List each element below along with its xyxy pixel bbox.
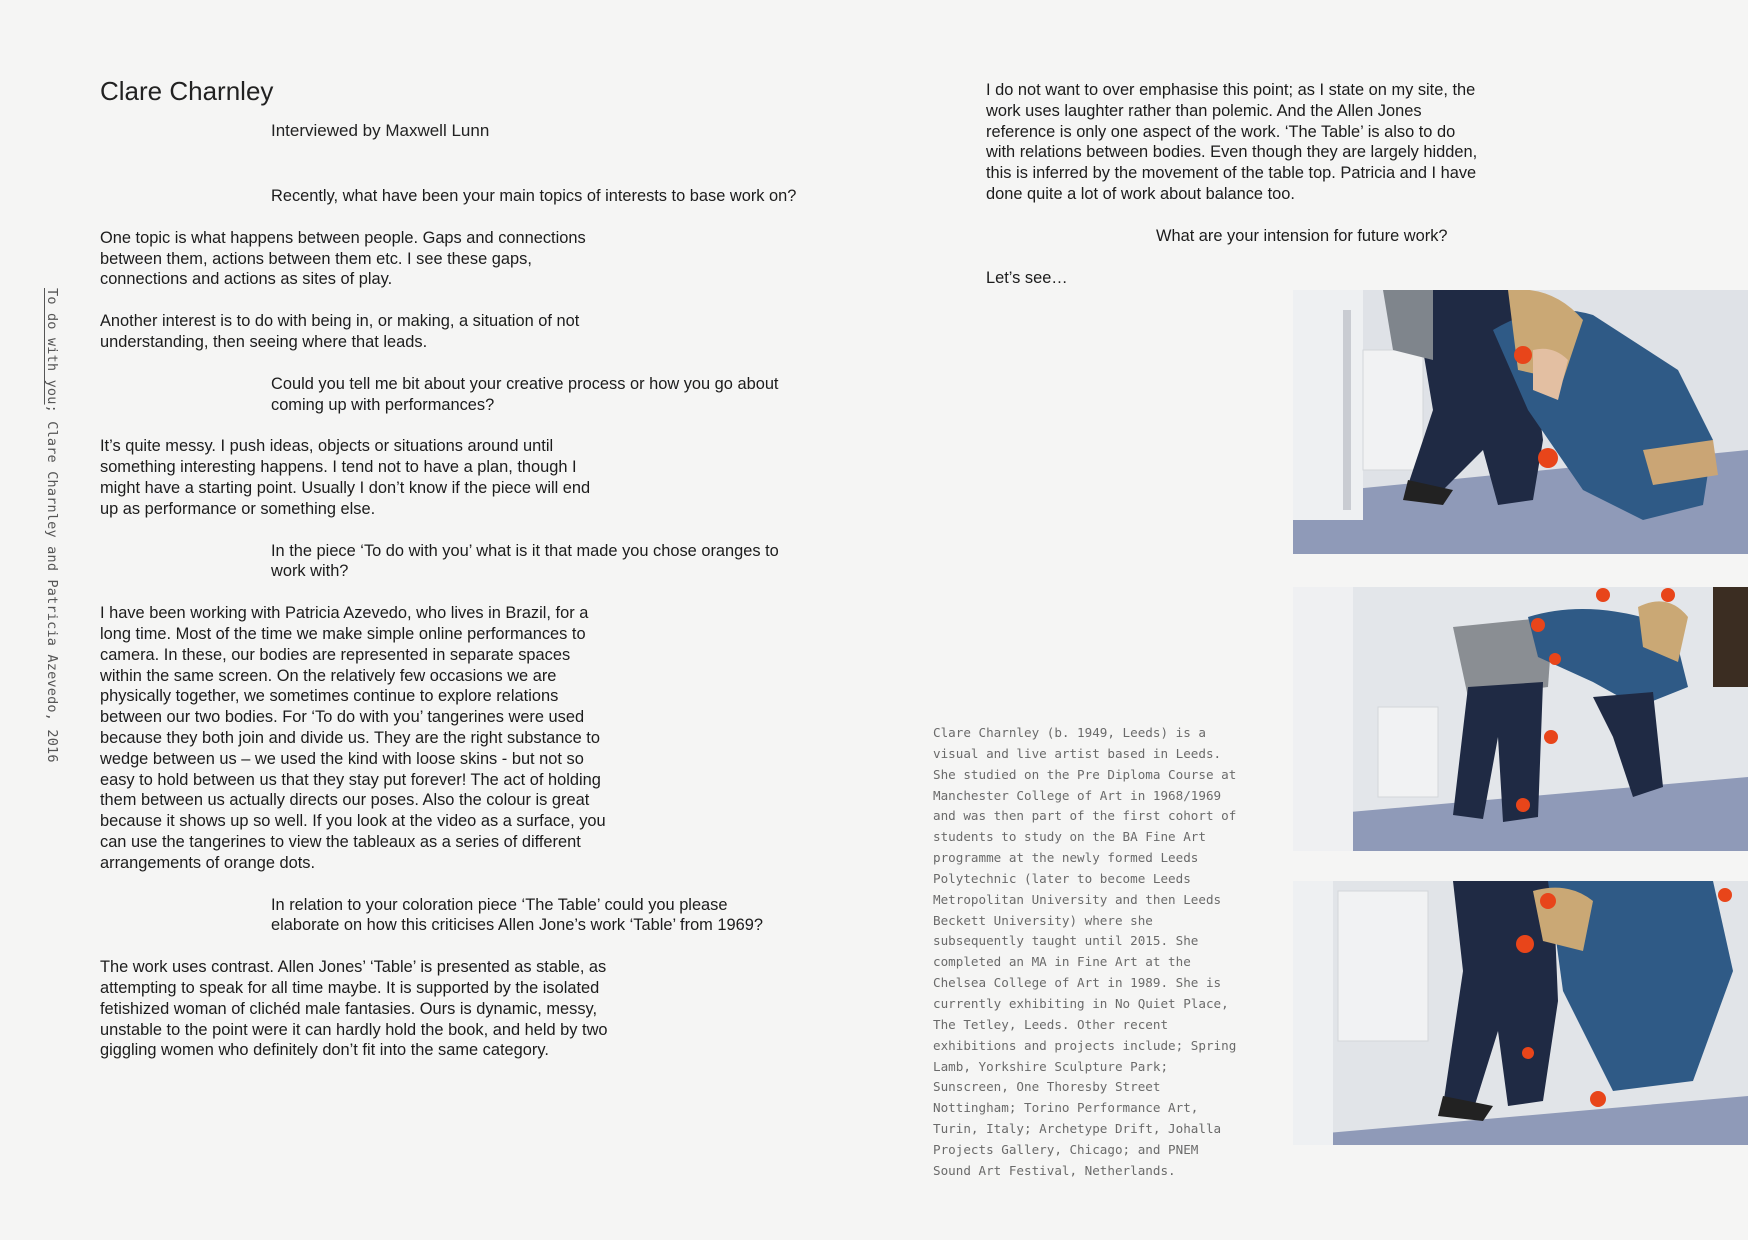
tangerine-icon <box>1516 935 1534 953</box>
tangerine-icon <box>1544 730 1558 744</box>
performance-photo-2 <box>1293 587 1748 851</box>
tangerine-icon <box>1596 588 1610 602</box>
performance-photo-1 <box>1293 290 1748 554</box>
interview-right-column <box>986 80 1486 309</box>
tangerine-icon <box>1531 618 1545 632</box>
question-paragraph: In the piece ‘To do with you’ what is it that made you chose oranges to work with? <box>271 541 779 581</box>
page-title: Clare Charnley <box>100 76 274 106</box>
performance-photo-3-image <box>1293 881 1748 1145</box>
answer-paragraph: One topic is what happens between people. Gaps and connections between them, actions between them etc. I see these gaps, connections and actions as sites of play. <box>100 228 586 289</box>
answer-paragraph: It’s quite messy. I push ideas, objects or situations around until something interesting happens. I tend not to have a plan, though I might have a starting point. Usually I don’t know if the piece will end up as performance or something else. <box>100 437 591 518</box>
answer-paragraph: I have been working with Patricia Azevedo, who lives in Brazil, for a long time. Most of the time we make simple online performances to camera. In these, our bodies are represented in separate spaces within the same screen. On the relatively few occasions we are physically together, we sometimes continue to explore relations between our two bodies. For ‘To do with you’ tangerines were used because they both join and divide us. They are the right substance to wedge between us – we used the kind with loose skins - but not so easy to hold between us that they stay put forever! The act of holding them between us actually directs our poses. Also the colour is great because it shows up so well. If you look at the video as a surface, you can use the tangerines to view the tableaux as a series of different arrangements of orange dots. <box>100 604 606 872</box>
byline: Interviewed by Maxwell Lunn <box>271 121 490 140</box>
performance-photo-3 <box>1293 881 1748 1145</box>
answer-paragraph: I do not want to over emphasise this point; as I state on my site, the work uses laughter rather than polemic. And the Allen Jones reference is only one aspect of the work. ‘The Table’ is also to do with relations between bodies. Even though they are largely hidden, this is inferred by the movement of the table top. Patricia and I have done quite a lot of work about balance too. <box>986 81 1478 203</box>
tangerine-icon <box>1516 798 1530 812</box>
tangerine-icon <box>1514 346 1532 364</box>
sidebar-caption <box>44 288 60 763</box>
answer-paragraph: Another interest is to do with being in, or making, a situation of not understanding, then seeing where that leads. <box>100 312 580 351</box>
tangerine-icon <box>1661 588 1675 602</box>
sidebar-caption-credit: ; Clare Charnley and Patricia Azevedo, 2016 <box>44 404 60 763</box>
question-paragraph: What are your intension for future work? <box>1156 226 1448 245</box>
question-paragraph: Could you tell me bit about your creative process or how you go about coming up with performances? <box>271 374 779 414</box>
performance-photo-1-image <box>1293 290 1748 554</box>
performance-photo-2-image <box>1293 587 1748 851</box>
tangerine-icon <box>1549 653 1561 665</box>
tangerine-icon <box>1538 448 1558 468</box>
question-paragraph: In relation to your coloration piece ‘The Table’ could you please elaborate on how this criticises Allen Jone’s work ‘Table’ from 1969? <box>271 895 763 935</box>
tangerine-icon <box>1718 888 1732 902</box>
tangerine-icon <box>1522 1047 1534 1059</box>
artist-bio: Clare Charnley (b. 1949, Leeds) is a visual and live artist based in Leeds. She studied on the Pre Diploma Course at Manchester College of Art in 1968/1969 and was then part of the first cohort of students to study on the BA Fine Art programme at the newly formed Leeds Polytechnic (later to become Leeds Metropolitan University and then Leeds Beckett University) where she subsequently taught until 2015. She completed an MA in Fine Art at the Chelsea College of Art in 1989. She is currently exhibiting in No Quiet Place, The Tetley, Leeds. Other recent exhibitions and projects include; Spring Lamb, Yorkshire Sculpture Park; Sunscreen, One Thoresby Street Nottingham; Torino Performance Art, Turin, Italy; Archetype Drift, Johalla Projects Gallery, Chicago; and PNEM Sound Art Festival, Netherlands. <box>933 725 1237 1178</box>
question-paragraph: Recently, what have been your main topics of interests to base work on? <box>271 187 797 205</box>
tangerine-icon <box>1590 1091 1606 1107</box>
answer-paragraph: The work uses contrast. Allen Jones’ ‘Table’ is presented as stable, as attempting to speak for all time maybe. It is supported by the isolated fetishized woman of clichéd male fantasies. Ours is dynamic, messy, unstable to the point were it can hardly hold the book, and held by two giggling women who definitely don’t fit into the same category. <box>100 958 608 1060</box>
sidebar-caption-title: To do with you <box>44 288 60 405</box>
answer-paragraph: Let’s see… <box>986 268 1068 287</box>
tangerine-icon <box>1540 893 1556 909</box>
interview-left-column <box>100 186 800 1082</box>
